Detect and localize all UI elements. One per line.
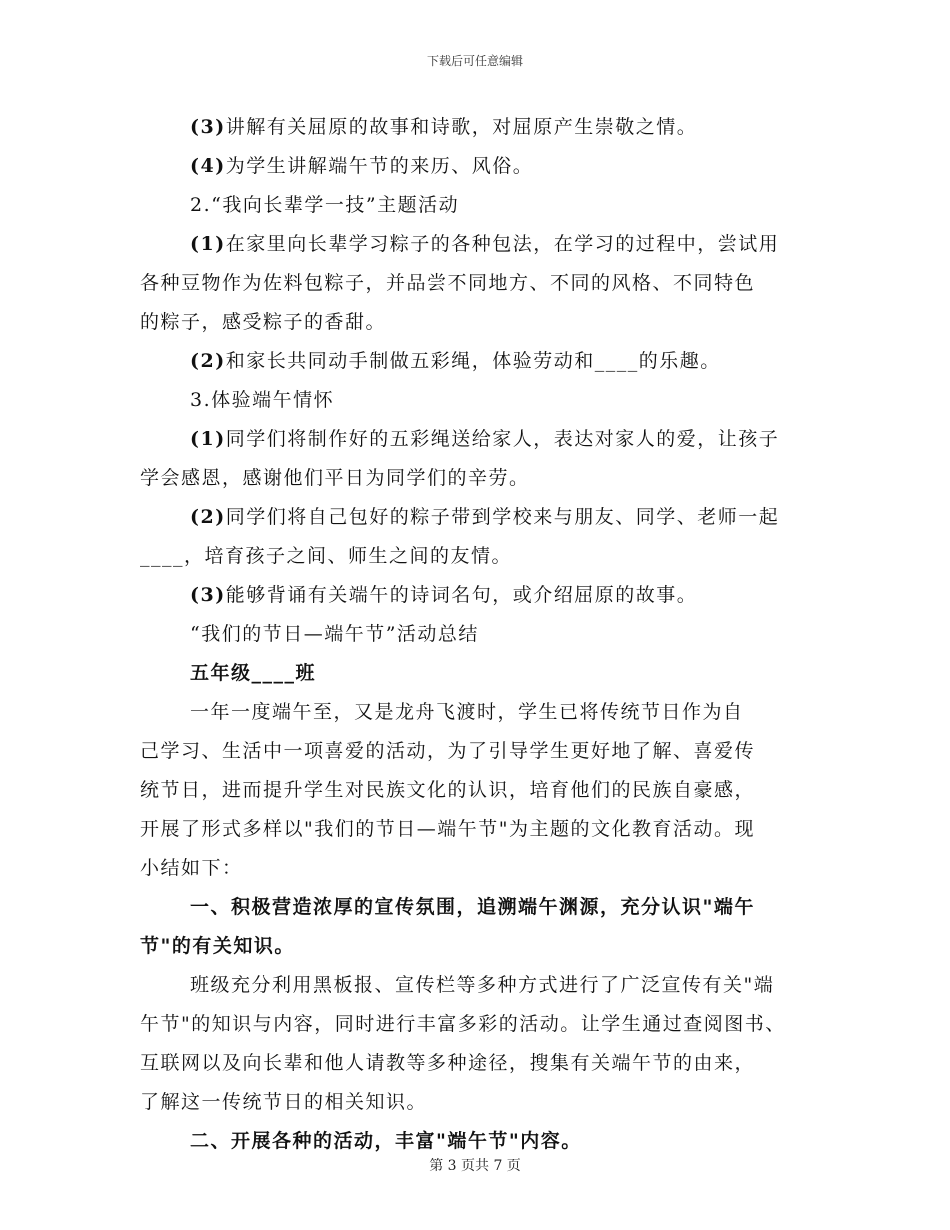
section-3-heading	[140, 381, 820, 420]
text-line: ____，培育孩子之间、师生之间的友情。	[140, 545, 513, 567]
list-number: (1)	[190, 233, 226, 255]
text-line: 各种豆物作为佐料包粽子，并品尝不同地方、不同的风格、不同特色	[140, 272, 756, 294]
section-heading-1: 一、积极营造浓厚的宣传氛围，追溯端午渊源，充分认识"端午	[190, 896, 755, 918]
class-line: 五年级____班	[190, 662, 317, 684]
list-number: (1)	[190, 428, 226, 450]
text-line: 为学生讲解端午节的来历、风俗。	[225, 155, 534, 177]
item-3-line	[140, 576, 820, 615]
section-heading-2: 二、开展各种的活动，丰富"端午节"内容。	[190, 1130, 582, 1152]
section-2-heading	[140, 186, 820, 225]
text-line: 午节"的知识与内容，同时进行丰富多彩的活动。让学生通过查阅图书、	[140, 1013, 786, 1035]
text-line: 己学习、生活中一项喜爱的活动，为了引导学生更好地了解、喜爱传	[140, 740, 756, 762]
text-line: 的粽子，感受粽子的香甜。	[140, 311, 387, 333]
text-line: 统节日，进而提升学生对民族文化的认识，培育他们的民族自豪感，	[140, 779, 756, 801]
text-line: 一年一度端午至，又是龙舟飞渡时，学生已将传统节日作为自	[190, 701, 744, 723]
list-number: (3)	[190, 584, 226, 606]
page-footer: 第 3 页共 7 页	[429, 1158, 521, 1174]
page-header: 下载后可任意编辑	[426, 54, 523, 68]
document-body	[140, 108, 820, 1161]
text-line: 互联网以及向长辈和他人请教等多种途径，搜集有关端午节的由来，	[140, 1052, 756, 1074]
text-line: 开展了形式多样以"我们的节日—端午节"为主题的文化教育活动。现	[140, 818, 755, 840]
text-line: 了解这一传统节日的相关知识。	[140, 1091, 428, 1113]
text-line: 体验端午情怀	[211, 389, 335, 411]
item-1-line	[140, 420, 820, 459]
item-4-line	[140, 147, 820, 186]
text-line: 小结如下：	[140, 857, 243, 879]
text-line: 同学们将制作好的五彩绳送给家人，表达对家人的爱，让孩子	[225, 428, 780, 450]
list-number: (3)	[190, 116, 226, 138]
text-line: 讲解有关屈原的故事和诗歌，对屈原产生崇敬之情。	[225, 116, 698, 138]
text-line: 和家长共同动手制做五彩绳，体验劳动和____的乐趣。	[225, 350, 721, 372]
item-3-line	[140, 108, 820, 147]
list-number: 2.	[190, 194, 212, 216]
text-line: 班级充分利用黑板报、宣传栏等多种方式进行了广泛宣传有关"端	[190, 974, 775, 996]
text-line: 能够背诵有关端午的诗词名句，或介绍屈原的故事。	[225, 584, 698, 606]
item-2-line	[140, 342, 820, 381]
list-number: 3.	[190, 389, 212, 411]
list-number: (4)	[190, 155, 226, 177]
text-line: “我向长辈学一技”主题活动	[211, 194, 460, 216]
text-line: 学会感恩，感谢他们平日为同学们的辛劳。	[140, 467, 530, 489]
text-line: 在家里向长辈学习粽子的各种包法，在学习的过程中，尝试用	[225, 233, 780, 255]
item-1-line	[140, 225, 820, 264]
list-number: (2)	[190, 350, 226, 372]
list-number: (2)	[190, 506, 226, 528]
section-heading-1-cont: 节"的有关知识。	[140, 935, 295, 957]
text-line: 同学们将自己包好的粽子带到学校来与朋友、同学、老师一起	[225, 506, 780, 528]
summary-title: “我们的节日—端午节”活动总结	[190, 623, 479, 645]
item-2-line	[140, 498, 820, 537]
